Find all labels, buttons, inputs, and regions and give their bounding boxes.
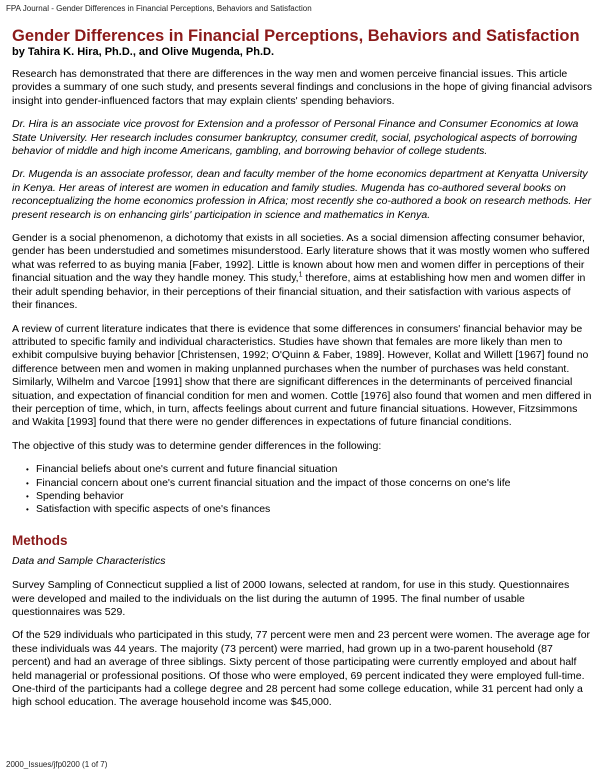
footnote-ref[interactable]: 1 <box>298 271 303 279</box>
gender-paragraph-part-b: therefore, aims at establishing how men and women differ in their adult spending behavior, in their perceptions of their financial situation, and their satisfaction with various aspects of their finances. <box>12 272 586 312</box>
methods-heading: Methods <box>12 532 68 548</box>
literature-review-paragraph: A review of current literature indicates that there is evidence that some differences in consumers' financial behavior may be attributed to specific family and individual characteristics. Studies have shown that females are more likely than men to exhibit compulsive buying behavior [Christensen, 1992; O'Quinn & Faber, 1989]. However, Kollat and Willett [1967] found no difference between men and women in making unplanned purchases when the number of purchases was held constant. Similarly, Wilhelm and Varcoe [1991] show that there are significant differences in the determinants of perceived financial situation, and expectation of financial condition for men and women. Cottle [1976] also found that women and men differed in their perception of time, which, in turn, affects feelings about current and future financial situations. However, Fitzsimmons and Wakita [1993] found that there were no gender differences in expectations of future financial conditions. <box>12 322 592 429</box>
sample-paragraph: Of the 529 individuals who participated in this study, 77 percent were men and 23 percent were women. The average age for these individuals was 44 years. The majority (73 percent) were married, had grown up in a two-parent household (87 percent) and had an average of three siblings. Sixty percent of those participating were currently employed and about half held managerial or professional positions. Of those who were employed, 69 percent indicated they were employed full-time. One-third of the participants had a college degree and 28 percent had some college education, while 31 percent had only a high school education. The average household income was $45,000. <box>12 629 591 709</box>
running-header: FPA Journal - Gender Differences in Financial Perceptions, Behaviors and Satisfaction <box>6 4 312 13</box>
article <box>12 26 592 720</box>
bio-hira: Dr. Hira is an associate vice provost for Extension and a professor of Personal Finance and Consumer Economics at Iowa State University. Her research includes consumer bankruptcy, consumer credit, social, psychological aspects of borrowing behavior of middle and high income Americans, gambling, and borrowing behavior of college students. <box>12 118 579 158</box>
list-item: • Spending behavior <box>36 490 592 503</box>
survey-paragraph: Survey Sampling of Connecticut supplied a list of 2000 Iowans, selected at random, for use in this study. Questionnaires were developed and mailed to the individuals on the list during the autumn of 1995. The final number of usable questionnaires was 529. <box>12 579 570 618</box>
bio-mugenda: Dr. Mugenda is an associate professor, dean and faculty member of the home economics department at Kenyatta University in Kenya. Her areas of interest are women in education and family studies. Mugenda has co-authored several books on reconceptualizing the home economics profession in Africa; most recently she co-authored a book on research methods. Her present research is on enhancing girls' participation in science and mathematics in Kenya. <box>12 168 592 221</box>
methods-subheading: Data and Sample Characteristics <box>12 554 166 567</box>
intro-paragraph: Research has demonstrated that there are differences in the way men and women perceive financial issues. This article provides a summary of one such study, and presents several findings and conclusions in the hope of giving financial advisors insight into gender-influenced factors that may explain clients' spending behaviors. <box>12 68 592 107</box>
list-item: • Financial concern about one's current financial situation and the impact of those concerns on one's life <box>36 477 592 490</box>
page-footer: 2000_Issues/jfp0200 (1 of 7) <box>6 760 108 769</box>
objective-paragraph: The objective of this study was to determine gender differences in the following: <box>12 439 382 452</box>
gender-paragraph <box>12 232 592 312</box>
article-authors: by Tahira K. Hira, Ph.D., and Olive Mugenda, Ph.D. <box>12 46 275 58</box>
objectives-list <box>12 463 592 517</box>
gender-paragraph-part-a: Gender is a social phenomenon, a dichotomy that exists in all societies. As a social dimension affecting consumer behavior, gender has been understudied and sometimes misunderstood. Early literature shows that it was mostly women who suffered what was referred to as buying mania [Faber, 1992]. Little is known about how men and women differ in perceptions of their financial situation and the way they handle money. This study, <box>12 232 590 285</box>
list-item: • Satisfaction with specific aspects of one's finances <box>36 503 592 516</box>
list-item: • Financial beliefs about one's current and future financial situation <box>36 463 592 476</box>
article-title: Gender Differences in Financial Perceptions, Behaviors and Satisfaction <box>12 27 580 45</box>
